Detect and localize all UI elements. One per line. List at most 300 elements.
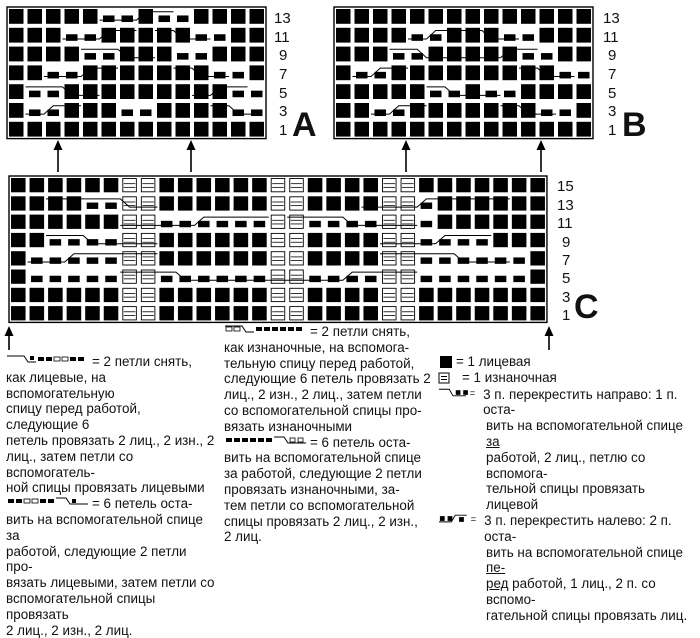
knit-cell <box>336 122 351 137</box>
knit-cell <box>139 28 154 43</box>
purl-cell <box>141 179 155 192</box>
purl-cell <box>290 270 304 283</box>
knit-cell <box>363 178 378 192</box>
knit-small-cell <box>50 239 62 245</box>
knit-small-cell <box>365 276 377 282</box>
knit-small-cell <box>560 72 572 79</box>
purl-cell <box>123 288 137 301</box>
knit-cell <box>213 122 228 137</box>
row-label: 3 <box>279 103 288 120</box>
legend-text: = 1 лицевая <box>456 354 531 369</box>
legend-text: как изнаночные, на вспомога- <box>224 339 410 355</box>
knit-cell <box>157 84 172 99</box>
knit-cell <box>139 47 154 62</box>
knit-cell <box>484 47 499 62</box>
knit-cell <box>363 288 378 302</box>
knit-cell <box>373 122 388 137</box>
knit-cell <box>355 9 370 24</box>
purl-cell <box>141 307 155 320</box>
knit-cell <box>215 288 230 302</box>
legend-entry <box>224 324 432 340</box>
knit-cell <box>231 47 246 62</box>
knit-cell <box>438 306 453 320</box>
legend-line <box>434 545 698 577</box>
knit-cell <box>194 84 209 99</box>
legend-line <box>434 576 698 608</box>
knit-cell <box>231 122 246 137</box>
knit-cell <box>484 65 499 80</box>
knit-cell <box>392 28 407 43</box>
knit-cell <box>65 47 80 62</box>
knit-small-cell <box>560 109 572 116</box>
knit-cell <box>252 306 267 320</box>
knit-cell <box>234 233 249 247</box>
purl-cell <box>383 215 397 228</box>
knit-cell <box>373 9 388 24</box>
knit-cell <box>456 288 471 302</box>
purl-cell <box>290 197 304 210</box>
knit-cell <box>493 215 508 229</box>
svg-text:=: = <box>470 513 477 525</box>
row-label: 11 <box>274 29 290 46</box>
knit-small-cell <box>458 239 470 245</box>
knit-cell <box>178 233 193 247</box>
purl-cell <box>271 252 285 265</box>
knit-cell <box>9 9 24 24</box>
knit-cell <box>250 65 265 80</box>
knit-small-cell <box>177 53 189 60</box>
knit-cell <box>540 122 555 137</box>
knit-small-cell <box>50 257 62 263</box>
knit-cell <box>484 9 499 24</box>
knit-small-cell <box>196 34 208 41</box>
knit-cell <box>493 178 508 192</box>
arrow-up-icon <box>54 140 63 172</box>
knit-cell <box>178 251 193 265</box>
legend-text: провязать изнаночными, за- <box>224 481 400 497</box>
knit-cell <box>530 178 545 192</box>
knit-cell <box>438 288 453 302</box>
knit-cell <box>194 65 209 80</box>
row-label: 7 <box>279 66 288 83</box>
knit-cell <box>11 196 26 210</box>
row-label: 3 <box>562 289 571 306</box>
legend-text: тем петли со вспомогательной <box>224 497 415 513</box>
arrow-up-icon <box>402 140 411 172</box>
knit-cell <box>419 288 434 302</box>
knit-small-cell <box>495 257 507 263</box>
row-label: 5 <box>562 270 571 287</box>
knit-cell <box>447 65 462 80</box>
knit-small-cell <box>309 221 321 227</box>
knit-cell <box>540 9 555 24</box>
knit-cell <box>9 28 24 43</box>
knit-cell <box>355 84 370 99</box>
row-label: 7 <box>608 66 617 83</box>
knit-cell <box>231 9 246 24</box>
legend-text: вязать изнаночными <box>224 418 353 434</box>
knit-cell <box>120 84 135 99</box>
knit-cell <box>521 122 536 137</box>
knit-cell <box>215 233 230 247</box>
row-label: 11 <box>557 215 573 232</box>
knit-small-cell <box>103 53 115 60</box>
knit-cell <box>419 306 434 320</box>
legend-entry <box>224 435 432 451</box>
knit-small-cell <box>328 276 340 282</box>
knit-small-cell <box>105 257 117 263</box>
knit-cell <box>215 306 230 320</box>
knit-cell <box>46 28 61 43</box>
knit-small-cell <box>68 276 80 282</box>
knit-cell <box>9 65 24 80</box>
purl-cell <box>290 288 304 301</box>
row-label: 11 <box>603 29 619 46</box>
knit-cell <box>104 215 119 229</box>
knit-cell <box>178 196 193 210</box>
knit-cell <box>104 306 119 320</box>
knit-cell <box>159 196 174 210</box>
legend-text: следующие 6 петель провязать 2 <box>224 371 431 387</box>
purl-cell <box>383 197 397 210</box>
purl-cell <box>271 270 285 283</box>
knit-cell <box>336 28 351 43</box>
knit-cell <box>48 288 63 302</box>
knit-cell <box>475 215 490 229</box>
knit-small-cell <box>365 221 377 227</box>
knit-cell <box>67 288 82 302</box>
knit-cell <box>456 215 471 229</box>
knit-cell <box>336 103 351 118</box>
knit-small-cell <box>198 221 210 227</box>
knit-small-cell <box>87 203 99 209</box>
knit-cell <box>28 122 43 137</box>
cross-left-icon <box>438 513 480 525</box>
purl-cell <box>271 179 285 192</box>
knit-small-cell <box>328 221 340 227</box>
knit-small-cell <box>177 15 189 22</box>
knit-cell <box>231 28 246 43</box>
knit-cell <box>28 47 43 62</box>
knit-small-cell <box>68 239 80 245</box>
knit-cell <box>521 103 536 118</box>
knit-small-cell <box>476 276 488 282</box>
knit-small-cell <box>523 53 535 60</box>
legend-text: вязать лицевыми, затем петли со <box>6 575 215 591</box>
knit-cell <box>373 28 388 43</box>
purl-cell <box>383 179 397 192</box>
purl-cell <box>271 197 285 210</box>
row-label: 5 <box>608 85 617 102</box>
knit-cell <box>11 233 26 247</box>
legend-entry <box>434 513 698 545</box>
row-label: 9 <box>279 47 288 64</box>
knit-cell <box>120 47 135 62</box>
knit-cell <box>447 122 462 137</box>
knit-cell <box>355 28 370 43</box>
cable-symbol-icon <box>6 496 90 506</box>
knit-cell <box>46 9 61 24</box>
knit-cell <box>157 103 172 118</box>
legend-text: 3 п. перекрестить налево: 2 п. оста- <box>484 512 672 544</box>
knit-cell <box>493 288 508 302</box>
legend-text: = 2 петли снять, <box>92 354 192 369</box>
cable-symbol-icon <box>224 435 308 445</box>
knit-cell <box>355 103 370 118</box>
knit-cell <box>176 103 191 118</box>
grid-frame <box>334 7 593 139</box>
knit-cell <box>11 215 26 229</box>
chart-c-grid <box>9 176 547 322</box>
knit-cell <box>558 84 573 99</box>
knit-cell <box>139 65 154 80</box>
knit-small-cell <box>439 257 451 263</box>
knit-cell <box>466 9 481 24</box>
knit-cell <box>197 233 212 247</box>
knit-cell <box>456 306 471 320</box>
knit-cell <box>83 84 98 99</box>
knit-small-cell <box>251 91 263 98</box>
knit-cell <box>67 306 82 320</box>
knit-cell <box>447 9 462 24</box>
knit-cell <box>429 103 444 118</box>
purl-cell <box>401 197 415 210</box>
legend-text: вить на вспомогательной спице за <box>6 511 203 543</box>
row-label: 1 <box>562 307 571 324</box>
knit-small-cell <box>235 276 247 282</box>
knit-cell <box>447 47 462 62</box>
knit-cell <box>215 178 230 192</box>
purl-cell <box>271 288 285 301</box>
knit-cell <box>466 84 481 99</box>
knit-small-cell <box>48 72 60 79</box>
knit-small-cell <box>421 257 433 263</box>
knit-cell <box>530 196 545 210</box>
knit-cell <box>308 178 323 192</box>
knit-cell <box>194 9 209 24</box>
knit-cell <box>558 9 573 24</box>
knit-cell <box>102 84 117 99</box>
legend-text: лиц., затем петли со вспомогатель- <box>6 448 134 480</box>
row-label: 13 <box>557 197 574 214</box>
knit-cell <box>11 178 26 192</box>
knit-small-cell <box>122 15 134 22</box>
knit-small-cell <box>85 53 97 60</box>
knit-small-cell <box>85 34 97 41</box>
row-label: 3 <box>608 103 617 120</box>
knit-cell <box>176 122 191 137</box>
knit-cell <box>558 122 573 137</box>
legend-text: вить на вспомогательной спице <box>486 418 683 434</box>
legend-left <box>6 354 216 638</box>
knit-cell <box>392 9 407 24</box>
knit-cell <box>466 65 481 80</box>
legend-text: 3 п. перекрестить направо: 1 п. оста- <box>483 386 678 418</box>
knit-small-cell <box>29 109 41 116</box>
knit-cell <box>308 196 323 210</box>
knit-cell <box>176 84 191 99</box>
legend-text: тельной спицы провязать лицевой <box>486 481 646 513</box>
knit-cell <box>345 196 360 210</box>
legend-text: работой, 1 лиц., 2 п. со вспомо- <box>486 576 656 607</box>
row-label: 7 <box>562 252 571 269</box>
knit-cell <box>28 9 43 24</box>
knit-small-cell <box>87 257 99 263</box>
row-label: 9 <box>562 234 571 251</box>
purl-cell <box>141 288 155 301</box>
knit-small-cell <box>375 109 387 116</box>
knit-small-cell <box>578 72 590 79</box>
knit-small-cell <box>235 221 247 227</box>
arrow-up-icon <box>537 140 546 172</box>
knit-cell <box>326 196 341 210</box>
knit-cell <box>429 122 444 137</box>
knit-cell <box>577 9 592 24</box>
knit-cell <box>493 306 508 320</box>
knit-small-cell <box>66 72 78 79</box>
knit-cell <box>85 288 100 302</box>
knit-cell <box>308 251 323 265</box>
knit-cell <box>65 9 80 24</box>
knit-cell <box>577 47 592 62</box>
knit-cell <box>410 122 425 137</box>
knit-cell <box>540 28 555 43</box>
knit-cell <box>83 9 98 24</box>
chart-c-label: C <box>574 288 599 326</box>
knit-cell <box>308 306 323 320</box>
legend-line <box>434 418 698 450</box>
arrow-up-icon <box>5 326 14 350</box>
knit-cell <box>9 103 24 118</box>
knit-small-cell <box>87 276 99 282</box>
knit-cell <box>213 9 228 24</box>
knit-small-cell <box>161 276 173 282</box>
knit-cell <box>197 196 212 210</box>
knit-cell <box>85 306 100 320</box>
knit-small-cell <box>439 239 451 245</box>
legend-text: со вспомогательной спицы про- <box>224 402 422 418</box>
knit-cell <box>252 288 267 302</box>
knit-cell <box>558 28 573 43</box>
knit-cell <box>67 178 82 192</box>
knit-cell <box>577 84 592 99</box>
knit-small-cell <box>486 91 498 98</box>
knit-cell <box>326 233 341 247</box>
knit-cell <box>139 84 154 99</box>
knit-small-cell <box>214 34 226 41</box>
knit-cell <box>197 178 212 192</box>
grid-frame <box>7 7 266 139</box>
knit-cell <box>104 288 119 302</box>
purl-cell <box>123 233 137 246</box>
knit-cell <box>336 65 351 80</box>
knit-small-cell <box>421 239 433 245</box>
purl-cell <box>401 179 415 192</box>
knit-cell <box>234 288 249 302</box>
knit-cell <box>530 306 545 320</box>
knit-cell <box>466 103 481 118</box>
knit-cell <box>176 28 191 43</box>
knit-cell <box>530 251 545 265</box>
knit-cell <box>194 103 209 118</box>
purl-stitch-icon <box>438 372 460 384</box>
arrow-up-icon <box>187 140 196 172</box>
knit-cell <box>345 251 360 265</box>
knit-cell <box>363 306 378 320</box>
legend-text: = 6 петель оста- <box>92 496 193 512</box>
knit-cell <box>429 65 444 80</box>
knit-small-cell <box>48 91 60 98</box>
knit-cell <box>85 215 100 229</box>
cable-symbol-icon <box>224 324 308 334</box>
knit-cell <box>475 178 490 192</box>
knit-cell <box>503 122 518 137</box>
row-label: 1 <box>279 122 288 139</box>
purl-cell <box>271 233 285 246</box>
knit-cell <box>326 251 341 265</box>
knit-small-cell <box>504 34 516 41</box>
chart-b-grid <box>334 7 593 139</box>
knit-cell <box>475 306 490 320</box>
knit-cell <box>336 47 351 62</box>
legend-text: пе- <box>486 560 506 576</box>
legend-entry <box>434 387 698 419</box>
legend-middle <box>224 324 432 545</box>
knit-small-cell <box>217 221 229 227</box>
knit-small-cell <box>430 91 442 98</box>
knit-cell <box>30 288 45 302</box>
knit-cell <box>512 233 527 247</box>
knit-cell <box>46 122 61 137</box>
purl-cell <box>401 288 415 301</box>
knit-small-cell <box>105 203 117 209</box>
legend-text: лиц., 2 изн., 2 лиц., затем петли <box>224 387 422 403</box>
knit-cell <box>577 103 592 118</box>
knit-cell <box>326 178 341 192</box>
knit-cell <box>466 122 481 137</box>
purl-cell <box>271 215 285 228</box>
knit-cell <box>159 288 174 302</box>
knit-small-cell <box>393 109 405 116</box>
legend-entry <box>6 496 216 512</box>
knit-small-cell <box>68 257 80 263</box>
legend-entry <box>434 354 698 370</box>
knit-cell <box>345 178 360 192</box>
knit-small-cell <box>161 221 173 227</box>
knit-cell <box>250 28 265 43</box>
legend-text: вспомогательной спицы провязать <box>6 590 156 622</box>
knit-small-cell <box>421 276 433 282</box>
knit-cell <box>252 233 267 247</box>
purl-cell <box>141 197 155 210</box>
knit-small-cell <box>421 203 433 209</box>
knit-cell <box>363 251 378 265</box>
knit-cell <box>521 9 536 24</box>
legend-text: вить на вспомогательной спице <box>486 544 683 560</box>
knit-small-cell <box>251 109 263 116</box>
knit-cell <box>373 47 388 62</box>
legend-text: петель провязать 2 лиц., 2 изн., 2 <box>6 432 215 448</box>
legend-text: за <box>486 433 500 449</box>
knit-small-cell <box>254 276 266 282</box>
knit-cell <box>159 233 174 247</box>
knit-cell <box>9 47 24 62</box>
purl-cell <box>401 307 415 320</box>
knit-small-cell <box>504 91 516 98</box>
knit-cell <box>48 306 63 320</box>
knit-cell <box>438 178 453 192</box>
knit-small-cell <box>105 239 117 245</box>
